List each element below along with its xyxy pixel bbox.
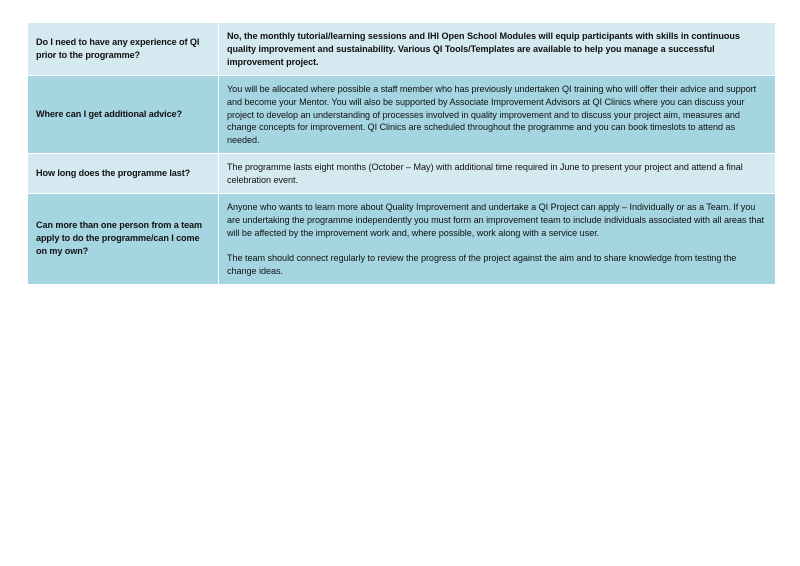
faq-table [27,22,776,285]
faq-answer-cell [219,23,776,76]
faq-question-cell: How long does the programme last? [28,154,219,194]
faq-answer-paragraph: The team should connect regularly to review the progress of the project against the aim and to share knowledge from testing the change ideas. [227,252,737,276]
faq-question-cell: Can more than one person from a team apply to do the programme/can I come on my own? [28,194,219,285]
faq-answer-paragraph: You will be allocated where possible a staff member who has previously undertaken QI training who will offer their advice and support and become your Mentor. You will also be supported by Associate Improvement Advisors at QI Clinics where you can discuss your project to develop an understanding of processes involved in quality improvement and to discuss your project aim, measures and change concepts for improvement. QI Clinics are scheduled throughout the programme and you can book timeslots to attend as needed. [227,83,757,146]
faq-answer-paragraph: The programme lasts eight months (October – May) with additional time required in June to present your project and attend a final celebration event. [227,162,743,186]
table-row [28,154,776,194]
faq-table-body [28,23,776,285]
faq-answer-cell [219,154,776,194]
faq-answer-paragraph: Anyone who wants to learn more about Quality Improvement and undertake a QI Project can apply – Individually or as a Team. If you are undertaking the programme independently you must form an improvement team to include individuals associated with all areas that will be affected by the improvement work and, where possible, work along with a service user. [227,202,764,238]
faq-answer-cell [219,75,776,154]
table-row [28,23,776,76]
faq-question-cell: Where can I get additional advice? [28,75,219,154]
faq-answer-paragraph: No, the monthly tutorial/learning sessions and IHI Open School Modules will equip participants with skills in continuous quality improvement and sustainability. Various QI Tools/Templates are available to help you manage a successful improvement project. [227,31,740,67]
faq-answer-cell [219,194,776,285]
table-row [28,75,776,154]
table-row [28,194,776,285]
faq-question-cell: Do I need to have any experience of QI prior to the programme? [28,23,219,76]
